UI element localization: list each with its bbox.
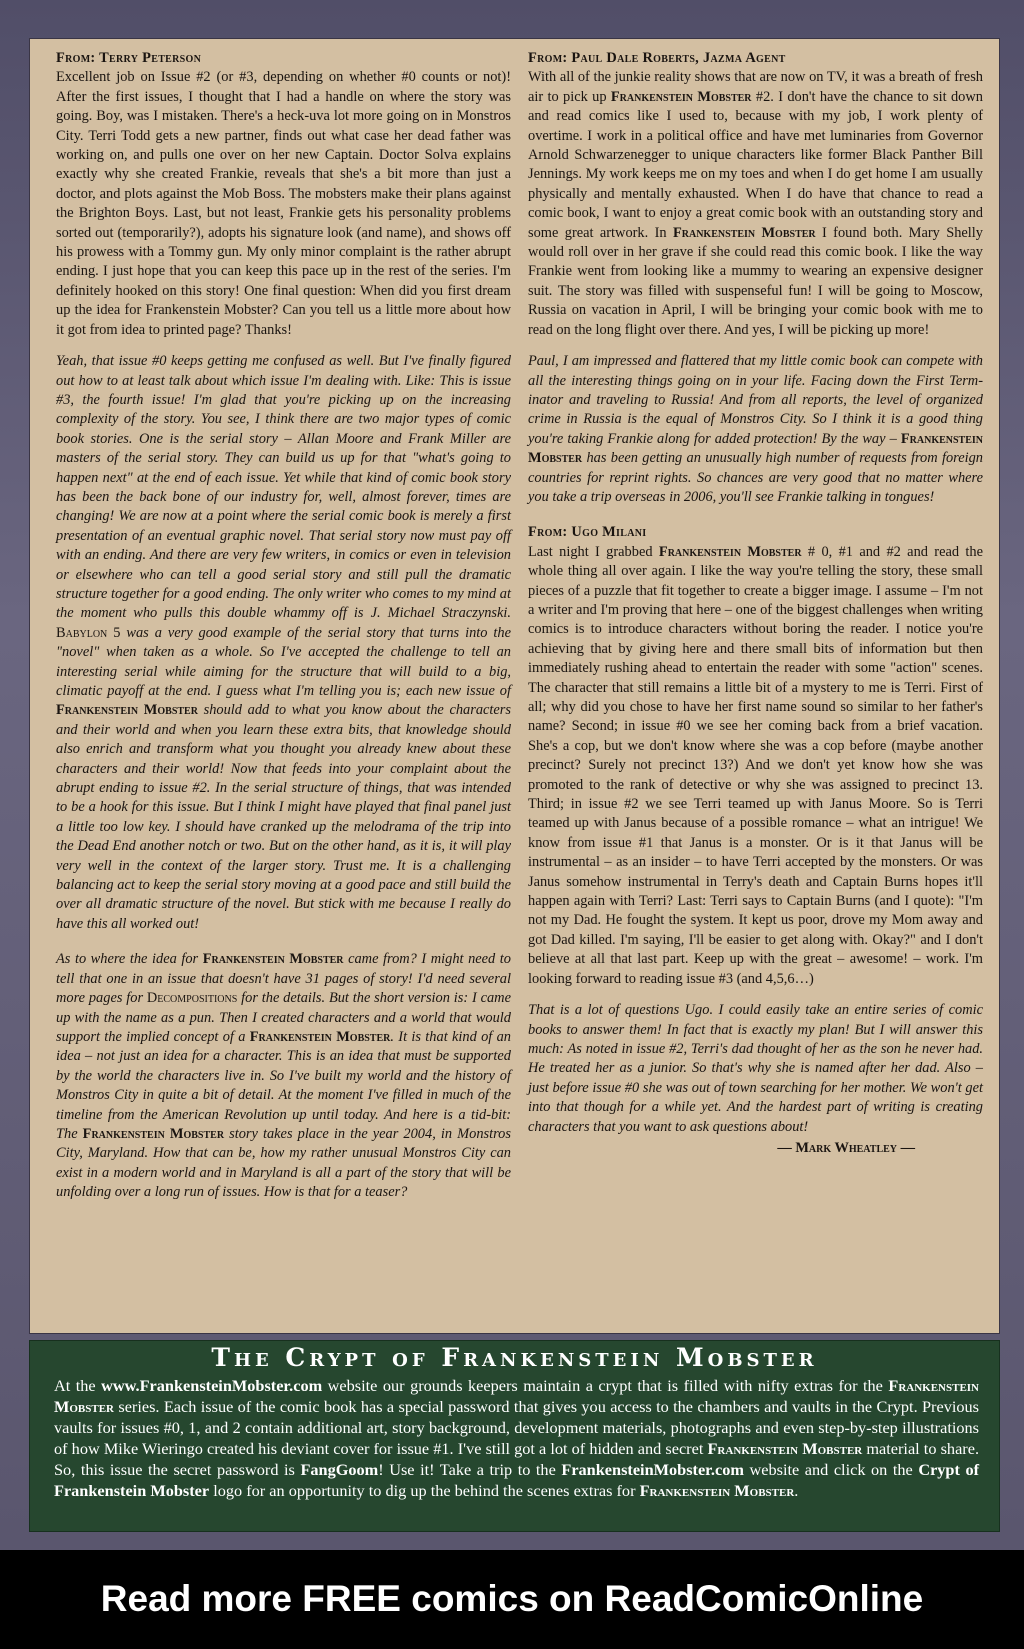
crypt-text: logo for an opportunity to dig up the behind the scenes extras for bbox=[213, 1481, 636, 1500]
footer-promo-text[interactable]: Read more FREE comics on ReadComicOnline bbox=[100, 1578, 924, 1619]
crypt-website-link[interactable]: www.FrankensteinMobster.com bbox=[101, 1376, 323, 1395]
reply-text: came from? I might need to tell that one in an issue that doesn't have 31 pages of story! I'd need several more pages for bbox=[56, 951, 511, 1007]
reply-title-ref: Decompositions bbox=[146, 990, 238, 1007]
reply-text: Yeah, that issue #0 keeps getting me confused as well. But I've finally figured out how to at least talk about which issue I'm dealing with. Like: This is issue #3, the fourth issue! I'm glad that you're picking up on the increasing complexity of the story. You see, I think there are two major types of comic book stories. One is the serial story – Allan Moore and Frank Miller are masters of the serial story. They can build us up for that "what's going to happen next" at the end of each issue. Yet while that kind of comic book story has been the back bone of our industry for, well, almost forever, times are changing! We are now at a point where the serial comic book is merely a first presentation of an eventual graphic novel. That serial story now must pay off with an ending. And there are very few writers, in comics or even in television or elsewhere who can tell a good serial story and still pull the dramatic structure together for a good ending. The only writer who comes to my mind at the moment who pulls this double whammy off is J. Michael Straczynski. bbox=[56, 353, 511, 622]
reply-text: for the details. But the short version is: I came up with the name as a pun. Then I created characters and a world that would support the implied concept of a bbox=[56, 990, 511, 1045]
letter-body: I found both. Mary Shelly would roll over in her grave if she could read this comic book. I like the way Frankie went from looking like a mummy to wearing an expensive designer suit. The story was filled with suspenseful fun! I will be going to Moscow, Russia on vacation in April, I will be bringing your comic book with me to read on the long flight over there. And yes, I will be picking up more! bbox=[528, 224, 983, 338]
reply-title-ref: Frankenstein Mobster bbox=[82, 1125, 225, 1142]
reply-text: story takes place in the year 2004, in Monstros City, Maryland. How that can be, how my rather unusual Monstros City can exist in a modern world and in Maryland is all a part of the story that will be unfolding over a long run of issues. How is that for a teaser? bbox=[56, 1125, 511, 1201]
reply-title-ref: Frankenstein Mobster bbox=[56, 702, 198, 719]
reply-title-ref: Frankenstein Mobster bbox=[202, 951, 344, 968]
crypt-text: website and click on the bbox=[749, 1460, 913, 1479]
reply-text: As to where the idea for bbox=[56, 951, 199, 968]
letter-from: From: Paul Dale Roberts, Jazma Agent bbox=[528, 50, 786, 66]
editor-reply-3 bbox=[528, 352, 983, 507]
letter-body: #2. I don't have the chance to sit down and read comics like I used to, because with my job, I work plenty of overtime. I work in a political office and have met luminaries from Governor Arnold Schwarzenegger to unique characters like former Black Panther Bill Jennings. My work keeps me on my toes and when I do get home I am usually physically and mentally exhausted. When I do have that chance to read a comic book, I want to enjoy a great comic book with an outstanding story and some great artwork. In bbox=[528, 88, 983, 241]
letters-column-left bbox=[56, 49, 511, 1219]
crypt-password: FangGoom bbox=[300, 1460, 379, 1479]
letter-title-ref: Frankenstein Mobster bbox=[658, 543, 802, 560]
letters-column-right bbox=[528, 49, 983, 1173]
letter-terry-peterson bbox=[56, 49, 511, 340]
letter-from: From: Terry Peterson bbox=[56, 50, 202, 66]
crypt-logo-link[interactable]: Crypt of Frankenstein Mobster bbox=[54, 1460, 980, 1500]
crypt-text: . bbox=[794, 1481, 799, 1500]
crypt-title-ref: Frankenstein Mobster bbox=[639, 1481, 795, 1500]
letter-from: From: Ugo Milani bbox=[528, 524, 647, 541]
letter-ugo-milani bbox=[528, 523, 983, 989]
reply-title-ref: Babylon 5 bbox=[56, 624, 121, 641]
editor-reply-4 bbox=[528, 1001, 983, 1137]
letter-title-ref: Frankenstein Mobster bbox=[672, 224, 816, 241]
editor-signature: — Mark Wheatley — bbox=[777, 1139, 915, 1156]
crypt-text: material to share. So, this issue the secret password is bbox=[54, 1439, 980, 1479]
letter-body: Excellent job on Issue #2 (or #3, depending on whether #0 counts or not)! After the first issues, I thought that I had a handle on where the story was going. Boy, was I mistaken. There's a heck-uva lot more going on in Monstros City. Terri Todd gets a new partner, finds out what case her dead father was working on, and pulls one over on her new Captain. Doctor Solva explains exactly why she created Frankie, reveals that she's a bit more than just a doctor, and plots against the Mob Boss. The mobsters make their plans against the Brighton Boys. Last, but not least, Frankie gets his personality problems sorted out (temporarily?), adopts his signature look (and name), and shows off his prowess with a Tommy gun. My only minor complaint is the rather abrupt ending. I just hope that you can keep this pace up in the rest of the series. I'm definitely hooked on this story! One final question: When did you first dream up the idea for Frankenstein Mobster? Can you tell us a little more about how it got from idea to printed page? Thanks! bbox=[56, 69, 511, 338]
editor-reply-2 bbox=[56, 950, 511, 1202]
crypt-body bbox=[54, 1375, 979, 1501]
reply-text: That is a lot of questions Ugo. I could easily take an entire series of comic books to answer them! In fact that is exactly my plan! But I will answer this much: As noted in issue #2, Terri's dad thought of her as the son he never had. He treated her as a junior. So that's why she is named after her dad. Also – just before issue #0 she was out of town searching for her mother. We won't get into that though for a while yet. And the hardest part of writing is creating characters that you want to ask questions about! bbox=[528, 1002, 983, 1135]
reply-text: should add to what you know about the characters and their world and when you learn these extra bits, that knowledge should also enrich and transform what you thought you already knew about these characters and their world! Now that feeds into your complaint about the abrupt ending to issue #2. In the serial structure of things, that was intended to be a hook for this issue. But I think I might have played that final panel just a little too low key. I should have cranked up the melodrama of the trip into the Dead End another notch or two. But on the other hand, as it is, it will play very well in the context of the larger story. Trust me. It is a challenging balancing act to keep the serial story moving at a good pace and still build the over all dramatic structure of the novel. But stick with me because I really do have this all worked out! bbox=[56, 702, 511, 932]
reply-text: . It is that kind of an idea – not just an idea for a character. This is an idea that must be supported by the world the characters live in. So I've built my world and the history of Monstros City in quite a bit of detail. At the moment I've filled in much of the timeline from the American Revolution up until today. And here is a tid-bit: The bbox=[56, 1028, 511, 1142]
letters-panel bbox=[29, 38, 1000, 1334]
crypt-website-link-2[interactable]: FrankensteinMobster.com bbox=[561, 1460, 744, 1479]
footer-banner bbox=[0, 1550, 1024, 1649]
crypt-box bbox=[29, 1340, 1000, 1532]
crypt-text: series. Each issue of the comic book has a special password that gives you access to the chambers and vaults in the Crypt. Previous vaults for issues #0, 1, and 2 contain additional art, story background, development materials, photographs and even step-by-step illustrations of how Mike Wieringo created his deviant cover for issue #1. I've still got a lot of hidden and secret bbox=[54, 1397, 979, 1458]
letter-body: # 0, #1 and #2 and read the whole thing all over again. I like the way you're telling the story, these small pieces of a puzzle that fit together to create a bigger image. I assume – I'm not a writer and I'm proving that here – one of the biggest challenges when writing comics is to introduce characters without boring the reader. I notice you're achieving that by giving here and there small bits of information but then immediately rushing ahead to entertain the reader with some "action" scenes. The character that still remains a little bit of a mystery to me is Terri. First of all; why did you chose to have her first name sound so similar to her father's name? Second; in issue #0 we see her coming back from a brief vacation. She's a cop, but we don't know where she was a cop before (maybe another precinct? Surely not precinct 13?) And we don't yet know how she was promoted to the rank of detective or why she was assigned to precinct 13. Third; in issue #2 we see Terri teamed up with Janus Moore. So is Terri teamed up with Janus because of a possible romance – what an intrigue! We know from issue #1 that Janus is a monster. Or is it that Janus will be instrumental – as an insider – to have Terri accepted by the monsters. Or was Janus somehow instrumental in Terry's death and Captain Burns hopes it'll happen again with Terri? Last: Terri says to Captain Burns (and I quote): "I'm not my Dad. He fought the system. It kept us poor, drove my Mom away and got Dad killed. I'm saying, I'll be easier to get along with. Okay?" and I don't believe at all that last part. Keep up with the great – awesome! – work. I'm looking forward to reading issue #3 (and 4,5,6…) bbox=[528, 543, 983, 987]
crypt-title-ref: Frankenstein Mobster bbox=[707, 1439, 863, 1458]
letter-body: With all of the junkie reality shows that are now on TV, it was a breath of fresh air to pick up bbox=[528, 69, 983, 105]
reply-text: has been getting an unusually high number of requests from foreign countries for reprint rights. So chances are very good that no matter where you take a trip overseas in 2006, you'll see Frankie talking in tongues! bbox=[528, 450, 983, 505]
reply-text: was a very good example of the serial story that turns into the "novel" when taken as a whole. So I've accepted the challenge to tell an interesting serial while aiming for the structure that will build to a big, climatic payoff at the end. I guess what I'm telling you is; each new issue of bbox=[56, 624, 511, 699]
reply-title-ref: Frankenstein Mobster bbox=[528, 430, 983, 467]
letter-title-ref: Frankenstein Mobster bbox=[610, 88, 752, 105]
crypt-title-ref: Frankenstein Mobster bbox=[54, 1376, 980, 1416]
crypt-text: At the bbox=[54, 1376, 96, 1395]
crypt-title: The Crypt of Frankenstein Mobster bbox=[211, 1343, 818, 1372]
reply-text: Paul, I am impressed and flattered that my little comic book can compete with all the interesting things going on in your life. Facing down the First Term-inator and traveling to Russia! And from all reports, the level of organized crime in Russia is the equal of Monstros City. So I think it is a good thing you're taking Frankie along for added protection! By the way – bbox=[528, 353, 983, 447]
reply-title-ref: Frankenstein Mobster bbox=[249, 1028, 391, 1045]
crypt-text: ! Use it! Take a trip to the bbox=[378, 1460, 556, 1479]
editor-reply-1 bbox=[56, 352, 511, 934]
crypt-text: website our grounds keepers maintain a crypt that is filled with nifty extras for the bbox=[327, 1376, 883, 1395]
letter-body: Last night I grabbed bbox=[528, 543, 653, 560]
letter-paul-dale-roberts bbox=[528, 49, 983, 340]
